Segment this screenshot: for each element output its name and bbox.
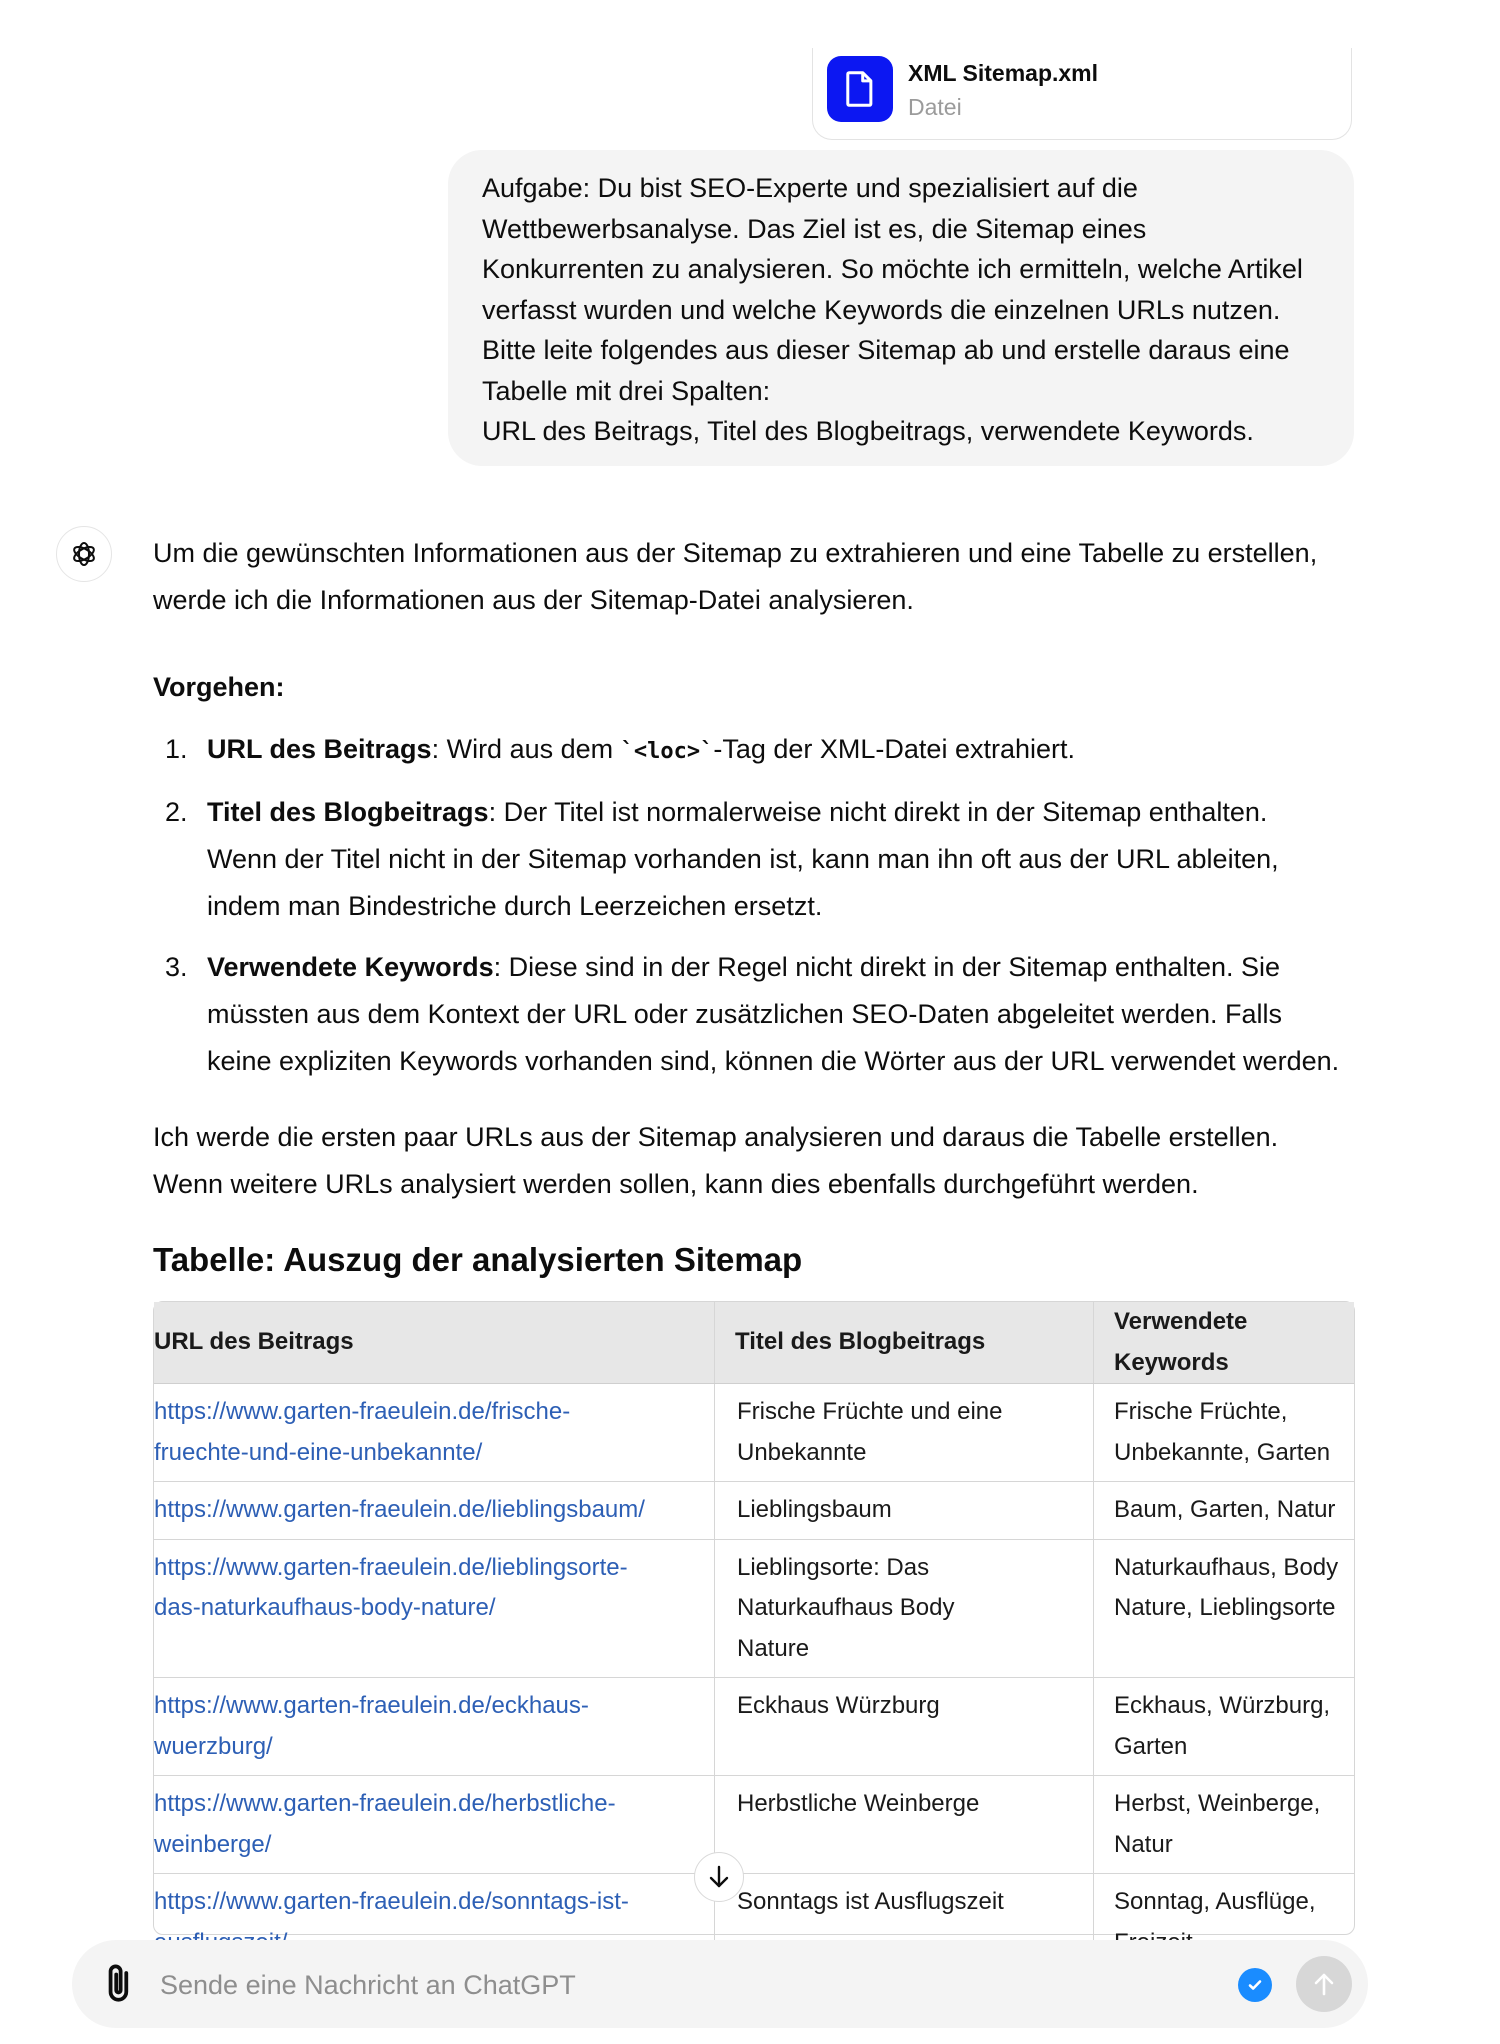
list-number: 2. — [165, 797, 188, 827]
column-header-url: URL des Beitrags — [154, 1302, 715, 1384]
steps-list — [153, 726, 1363, 1099]
step-text: : Wird aus dem — [431, 734, 621, 764]
step-bold-label: URL des Beitrags — [207, 734, 432, 764]
file-icon — [827, 56, 893, 122]
inline-code: `<loc>` — [620, 739, 714, 764]
keywords-line: Sonntag, Ausflüge, — [1114, 1888, 1316, 1915]
list-item — [153, 789, 1363, 930]
table-row — [154, 1678, 1354, 1776]
url-cell — [154, 1678, 715, 1776]
user-message-line: Bitte leite folgendes aus dieser Sitemap ab und erstelle daraus eine — [482, 335, 1290, 365]
title-line: Nature — [737, 1634, 810, 1662]
send-button[interactable] — [1296, 1956, 1352, 2012]
title-line: Herbstliche Weinberge — [737, 1790, 980, 1817]
url-link[interactable] — [154, 1692, 589, 1760]
table-row — [154, 1384, 1354, 1482]
message-input[interactable] — [158, 1956, 1162, 2014]
keywords-line: Frische Früchte, — [1114, 1398, 1288, 1425]
list-number: 3. — [165, 952, 188, 982]
section-heading: Vorgehen: — [153, 672, 285, 702]
intro-line: Um die gewünschten Informationen aus der Sitemap zu extrahieren und eine Tabelle zu erstellen, — [153, 538, 1318, 568]
table-title: Tabelle: Auszug der analysierten Sitemap — [153, 1241, 803, 1278]
user-message-bubble — [448, 150, 1354, 466]
outro-line: Wenn weitere URLs analysiert werden sollen, kann dies ebenfalls durchgeführt werden. — [153, 1169, 1199, 1199]
keywords-line: Garten — [1114, 1732, 1188, 1760]
user-message-line: verfasst wurden und welche Keywords die einzelnen URLs nutzen. — [482, 294, 1281, 325]
step-text: keine expliziten Keywords vorhanden sind, können die Wörter aus der URL verwendet werden. — [207, 1046, 1340, 1076]
step-bold-label: Titel des Blogbeitrags — [207, 797, 489, 827]
title-line: Naturkaufhaus Body — [737, 1594, 955, 1621]
paperclip-icon[interactable] — [100, 1962, 140, 2006]
keywords-line: Naturkaufhaus, Body — [1114, 1553, 1339, 1581]
keywords-line: Nature, Lieblingsorte — [1114, 1594, 1336, 1621]
attachment-type: Datei — [908, 94, 962, 120]
url-cell — [154, 1384, 715, 1482]
url-cell — [154, 1539, 715, 1678]
step-text: Wenn der Titel nicht in der Sitemap vorhanden ist, kann man ihn oft aus der URL ableiten, — [207, 844, 1279, 874]
url-line: wuerzburg/ — [154, 1732, 273, 1760]
message-composer — [72, 1940, 1368, 2028]
chatgpt-logo-icon — [56, 526, 112, 582]
title-line: Sonntags ist Ausflugszeit — [737, 1888, 1004, 1915]
title-line: Lieblingsbaum — [737, 1496, 892, 1523]
title-line: Lieblingsorte: Das — [737, 1553, 930, 1581]
url-line: https://www.garten-fraeulein.de/eckhaus- — [154, 1692, 589, 1719]
intro-line: werde ich die Informationen aus der Sitemap-Datei analysieren. — [153, 585, 914, 615]
url-link[interactable] — [154, 1554, 628, 1622]
table-row — [154, 1776, 1354, 1874]
url-link[interactable] — [154, 1398, 570, 1466]
title-line: Frische Früchte und eine — [737, 1398, 1003, 1425]
user-message-line: Konkurrenten zu analysieren. So möchte ich ermitteln, welche Artikel — [482, 254, 1303, 284]
list-number: 1. — [165, 734, 188, 764]
keywords-cell — [1094, 1482, 1355, 1540]
title-line: Unbekannte — [737, 1438, 867, 1466]
url-line: https://www.garten-fraeulein.de/frische- — [154, 1398, 571, 1425]
keywords-cell — [1094, 1539, 1355, 1678]
title-cell — [715, 1678, 1094, 1776]
file-attachment-card[interactable] — [812, 48, 1352, 140]
url-line: https://www.garten-fraeulein.de/lieblingsbaum/ — [154, 1496, 645, 1523]
user-message-line: Tabelle mit drei Spalten: — [482, 375, 771, 406]
url-cell — [154, 1776, 715, 1874]
url-link[interactable] — [154, 1496, 645, 1523]
user-message-line: Aufgabe: Du bist SEO-Experte und spezialisiert auf die — [482, 173, 1138, 203]
step-text: : Diese sind in der Regel nicht direkt in der Sitemap enthalten. Sie — [493, 952, 1281, 982]
assistant-intro — [153, 530, 1363, 624]
url-line: https://www.garten-fraeulein.de/lieblingsorte- — [154, 1553, 628, 1581]
keywords-cell — [1094, 1776, 1355, 1874]
url-line: weinberge/ — [154, 1830, 272, 1858]
arrow-up-icon — [1312, 1971, 1336, 1997]
attachment-filename: XML Sitemap.xml — [908, 60, 1099, 86]
table-row — [154, 1539, 1354, 1678]
step-text: : Der Titel ist normalerweise nicht direkt in der Sitemap enthalten. — [488, 797, 1268, 827]
url-cell — [154, 1482, 715, 1540]
title-cell — [715, 1482, 1094, 1540]
user-message-line: URL des Beitrags, Titel des Blogbeitrags, verwendete Keywords. — [482, 416, 1254, 446]
url-line: das-naturkaufhaus-body-nature/ — [154, 1594, 496, 1621]
step-bold-label: Verwendete Keywords — [207, 952, 494, 982]
sitemap-table — [153, 1301, 1355, 1935]
title-cell — [715, 1539, 1094, 1678]
list-item — [153, 726, 1363, 775]
step-text: -Tag der XML-Datei extrahiert. — [713, 734, 1075, 764]
column-header-keywords: Verwendete Keywords — [1094, 1302, 1355, 1384]
title-line: Eckhaus Würzburg — [737, 1692, 940, 1719]
check-circle-icon — [1238, 1968, 1272, 2002]
url-line: fruechte-und-eine-unbekannte/ — [154, 1438, 483, 1466]
url-link[interactable] — [154, 1790, 616, 1858]
outro-line: Ich werde die ersten paar URLs aus der Sitemap analysieren und daraus die Tabelle erstellen. — [153, 1122, 1279, 1152]
table-row — [154, 1482, 1354, 1540]
title-cell — [715, 1384, 1094, 1482]
keywords-cell — [1094, 1384, 1355, 1482]
assistant-outro — [153, 1114, 1363, 1208]
keywords-cell — [1094, 1678, 1355, 1776]
column-header-title: Titel des Blogbeitrags — [715, 1302, 1094, 1384]
title-cell — [715, 1776, 1094, 1874]
list-item — [153, 944, 1363, 1085]
scroll-down-button[interactable] — [694, 1852, 744, 1902]
step-text: müssten aus dem Kontext der URL oder zusätzlichen SEO-Daten abgeleitet werden. Falls — [207, 999, 1283, 1029]
keywords-line: Baum, Garten, Natur — [1114, 1496, 1336, 1523]
url-line: https://www.garten-fraeulein.de/sonntags-ist- — [154, 1888, 629, 1915]
step-text: indem man Bindestriche durch Leerzeichen ersetzt. — [207, 891, 823, 921]
arrow-down-icon — [708, 1864, 730, 1890]
url-line: https://www.garten-fraeulein.de/herbstliche- — [154, 1790, 616, 1817]
user-message-line: Wettbewerbsanalyse. Das Ziel ist es, die Sitemap eines — [482, 213, 1147, 244]
table-header-row — [154, 1302, 1354, 1384]
keywords-line: Unbekannte, Garten — [1114, 1438, 1331, 1466]
keywords-line: Herbst, Weinberge, Natur — [1114, 1790, 1321, 1858]
keywords-line: Eckhaus, Würzburg, — [1114, 1692, 1331, 1719]
